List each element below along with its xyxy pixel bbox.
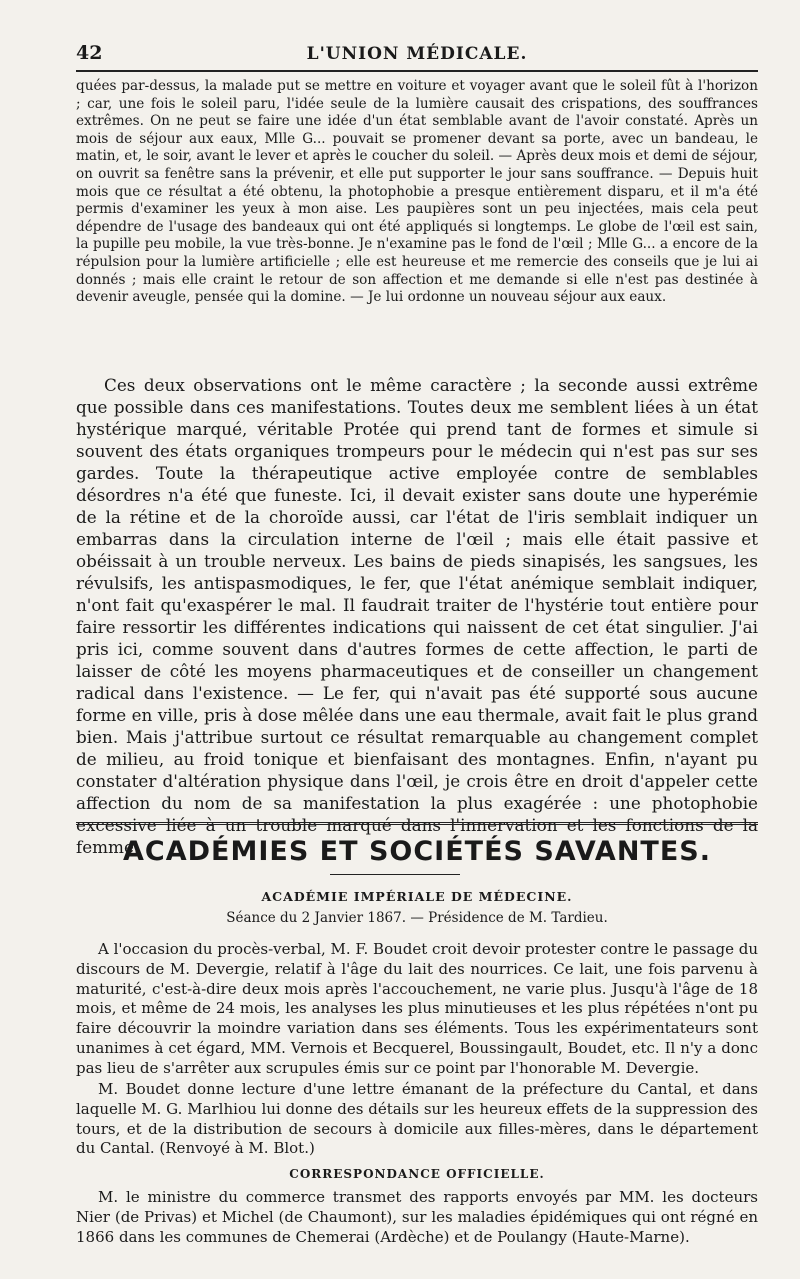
section-title: ACADÉMIES ET SOCIÉTÉS SAVANTES. bbox=[123, 836, 711, 867]
correspondance-paragraph: M. le ministre du commerce transmet des rapports envoyés par MM. les docteurs Nier (de Privas) et Michel (de Chaumont), sur les maladies épidémiques qui ont régné en 1866 dans les communes de Chemerai (Ardèche) et de Poulangy (Haute-Marne). bbox=[76, 1188, 758, 1246]
header-rule bbox=[76, 70, 758, 72]
academy-name: ACADÉMIE IMPÉRIALE DE MÉDECINE. bbox=[261, 889, 573, 904]
discussion-paragraph: Ces deux observations ont le même caractère ; la seconde aussi extrême que possible dans ces manifestations. Toutes deux me semblent liées à un état hystérique marqué, véritable Protée qui prend tant de formes et simule si souvent des états organiques trompeurs pour le médecin qui n'est pas sur ses gardes. Toute la thérapeutique active employée contre de semblables désordres n'a été que funeste. Ici, il devait exister sans doute une hyperémie de la rétine et de la choroïde aussi, car l'état de l'iris semblait indiquer un embarras dans la circulation interne de l'œil ; mais elle était passive et obéissait à un trouble nerveux. Les bains de pieds sinapisés, les sangsues, les révulsifs, les antispasmodiques, le fer, que l'état anémique semblait indiquer, n'ont fait qu'exaspérer le mal. Il faudrait traiter de l'hystérie tout entière pour faire ressortir les différentes indications qui naissent de cet état singulier. J'ai pris ici, comme souvent dans d'autres formes de cette affection, le parti de laisser de côté les moyens pharmaceutiques et de conseiller un changement radical dans l'existence. — Le fer, qui n'avait pas été supporté sous aucune forme en ville, pris à dose mêlée dans une eau thermale, avait fait le plus grand bien. Mais j'attribue surtout ce résultat remarquable au changement complet de milieu, au froid tonique et bienfaisant des montagnes. Enfin, n'ayant pu constater d'altération physique dans l'œil, je crois être en droit d'appeler cette affection du nom de sa manifestation la plus exagérée : une photophobie excessive liée à un trouble marqué dans l'innervation et les fonctions de la femme. bbox=[76, 375, 758, 857]
correspondance-block bbox=[76, 1188, 758, 1247]
discussion-block bbox=[76, 374, 758, 858]
proces-verbal-paragraph: A l'occasion du procès-verbal, M. F. Boudet croit devoir protester contre le passage du discours de M. Devergie, relatif à l'âge du lait des nourrices. Ce lait, une fois parvenu à maturité, c'est-à-dire deux mois après l'accouchement, ne varie plus. Jusqu'à l'âge de 18 mois, et même de 24 mois, les analyses les plus minutieuses et les plus répétées n'ont pu faire découvrir la moindre variation dans ses éléments. Tous les expérimentateurs sont unanimes à cet égard, MM. Vernois et Becquerel, Boussingault, Boudet, etc. Il n'y a donc pas lieu de s'arrêter aux scrupules émis sur ce point par l'honorable M. Devergie. bbox=[76, 940, 758, 1077]
case-continuation-paragraph: quées par-dessus, la malade put se mettre en voiture et voyager avant que le soleil fût à l'horizon ; car, une fois le soleil paru, l'idée seule de la lumière causait des crispations, des souffrances extrêmes. On ne peut se faire une idée d'un état semblable avant de l'avoir constaté. Après un mois de séjour aux eaux, Mlle G... pouvait se promener devant sa porte, avec un bandeau, le matin, et, le soir, avant le lever et après le coucher du soleil. — Après deux mois et demi de séjour, on ouvrit sa fenêtre sans la prévenir, et elle put supporter le jour sans souffrance. — Depuis huit mois que ce résultat a été obtenu, la photophobie a presque entièrement disparu, et il m'a été permis d'examiner les yeux à mon aise. Les paupières sont un peu injectées, mais cela peut dépendre de l'usage des bandeaux qui ont été appliqués si longtemps. Le globe de l'œil est sain, la pupille peu mobile, la vue très-bonne. Je n'examine pas le fond de l'œil ; Mlle G... a encore de la répulsion pour la lumière artificielle ; elle est heureuse et me remercie des conseils que je lui ai donnés ; mais elle craint le retour de son affection et me demande si elle n'est pas destinée à devenir aveugle, pensée qui la domine. — Je lui ordonne un nouveau séjour aux eaux. bbox=[76, 78, 758, 306]
session-line: Séance du 2 Janvier 1867. — Présidence de M. Tardieu. bbox=[226, 910, 608, 926]
lettre-paragraph: M. Boudet donne lecture d'une lettre émanant de la préfecture du Cantal, et dans laquelle M. G. Marlhiou lui donne des détails sur les heureux effets de la suppression des tours, et de la distribution de secours à domicile aux filles-mères, dans le département du Cantal. (Renvoyé à M. Blot.) bbox=[76, 1080, 758, 1158]
correspondance-heading: CORRESPONDANCE OFFICIELLE. bbox=[289, 1167, 545, 1181]
case-continuation-block bbox=[76, 78, 758, 307]
page-number: 42 bbox=[76, 42, 103, 64]
lettre-block bbox=[76, 1080, 758, 1159]
running-head bbox=[76, 42, 758, 70]
section-title-rule bbox=[330, 874, 460, 875]
journal-title: L'UNION MÉDICALE. bbox=[306, 44, 528, 64]
proces-verbal-block bbox=[76, 940, 758, 1079]
section-separator bbox=[76, 822, 758, 828]
